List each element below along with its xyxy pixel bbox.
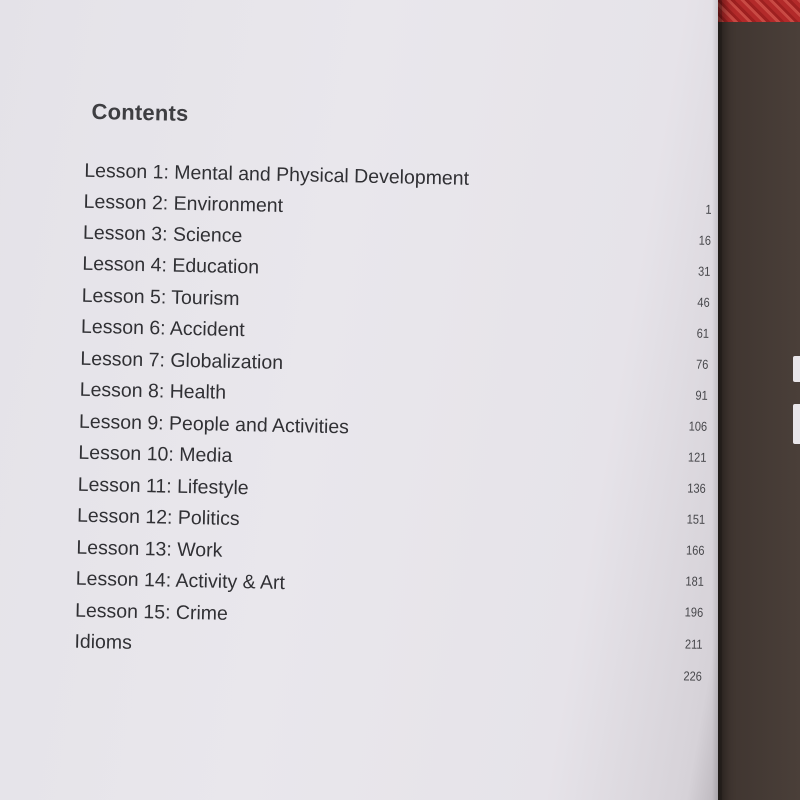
contents-title: Contents [91,98,189,126]
page-number: 196 [684,604,704,620]
toc-entry: Lesson 11: Lifestyle [77,473,249,500]
page-number: 61 [696,325,710,341]
toc-entry: Lesson 8: Health [79,378,227,404]
page-number: 16 [698,232,712,248]
page-number: 151 [686,511,706,527]
page-number: 46 [697,294,710,310]
page-number: 211 [684,636,703,652]
page-number: 76 [695,356,709,372]
toc-entry: Lesson 10: Media [78,441,233,467]
page-number: 226 [683,668,703,684]
toc-entry: Lesson 4: Education [82,252,260,279]
toc-entry: Lesson 6: Accident [80,315,245,342]
page-number: 121 [687,449,707,465]
toc-entry: Lesson 13: Work [76,536,223,562]
toc-entry: Lesson 5: Tourism [81,284,240,311]
toc-entry: Idioms [74,630,133,654]
toc-entry: Lesson 14: Activity & Art [75,567,286,595]
page-number: 91 [695,387,708,403]
page-number: 136 [687,480,706,496]
page-number: 1 [705,201,712,217]
toc-entry: Lesson 9: People and Activities [78,410,350,439]
toc-entry: Lesson 7: Globalization [80,347,284,374]
page-number: 31 [697,263,711,279]
page-number: 106 [688,418,708,434]
toc-entry: Lesson 3: Science [82,221,243,248]
toc-entry: Lesson 2: Environment [83,190,284,217]
page-number: 166 [685,542,705,558]
toc-entry: Lesson 1: Mental and Physical Development [84,159,470,190]
toc-entry: Lesson 15: Crime [74,599,229,625]
toc-entry: Lesson 12: Politics [76,504,240,531]
page-number: 181 [685,573,705,589]
